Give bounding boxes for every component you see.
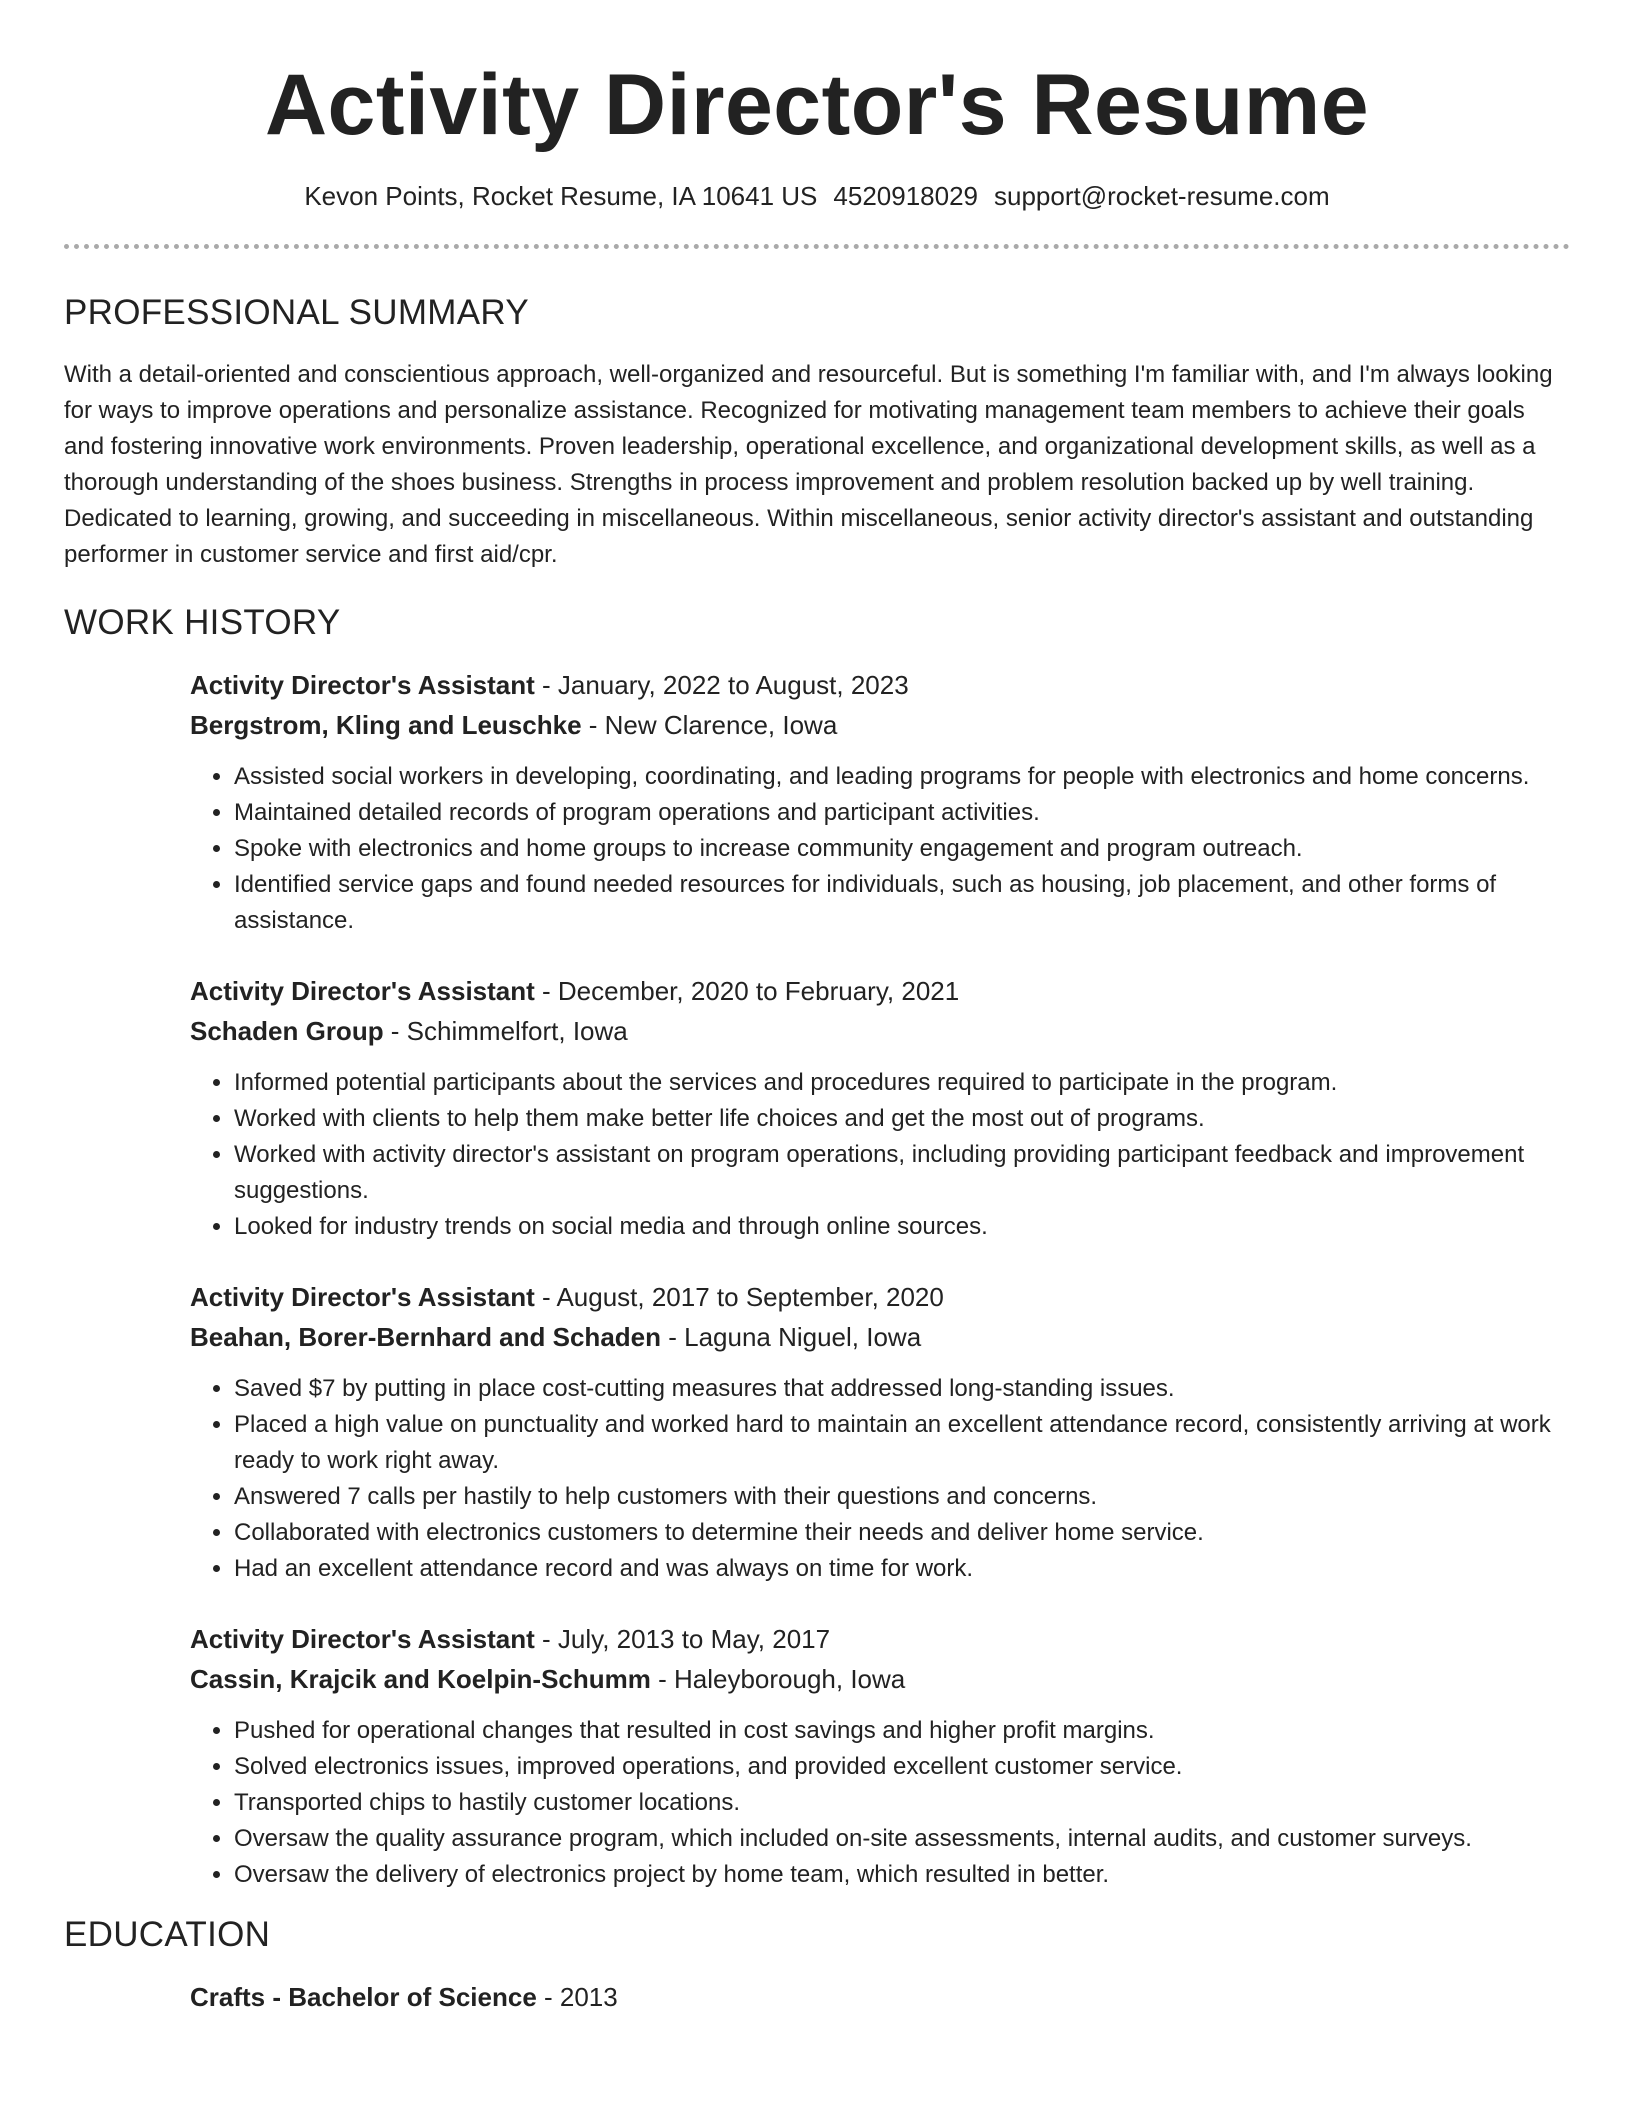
job-company-line: [190, 705, 1570, 745]
job-title-line: [190, 971, 1570, 1011]
job-bullet: • Looked for industry trends on social media and through online sources.: [234, 1209, 1570, 1245]
contact-line: [64, 178, 1570, 214]
job-location: - Laguna Niguel, Iowa: [661, 1322, 922, 1352]
job-bullet: • Worked with activity director's assistant on program operations, including providing participant feedback and improvement suggestions.: [234, 1137, 1570, 1209]
job-bullets: [190, 1371, 1570, 1587]
job-bullet: • Solved electronics issues, improved operations, and provided excellent customer service.: [234, 1749, 1570, 1785]
summary-text: With a detail-oriented and conscientious approach, well-organized and resourceful. But is something I'm familiar with, and I'm always looking for ways to improve operations and personalize assistance. Recognized for motivating management team members to achieve their goals and fostering innovative work environments. Proven leadership, operational excellence, and organizational development skills, as well as a thorough understanding of the shoes business. Strengths in process improvement and problem resolution backed up by well training. Dedicated to learning, growing, and succeeding in miscellaneous. Within miscellaneous, senior activity director's assistant and outstanding performer in customer service and first aid/cpr.: [64, 361, 1553, 568]
job-bullet: • Assisted social workers in developing, coordinating, and leading programs for people with electronics and home concerns.: [234, 759, 1570, 795]
job-company: Schaden Group: [190, 1016, 384, 1046]
job-bullet: • Saved $7 by putting in place cost-cutting measures that addressed long-standing issues.: [234, 1371, 1570, 1407]
job-dates: - August, 2017 to September, 2020: [534, 1282, 944, 1312]
job-title-line: [190, 1277, 1570, 1317]
resume-title: Activity Director's Resume: [264, 57, 1370, 153]
resume-page: [64, 0, 1570, 2017]
job-bullet: • Spoke with electronics and home groups to increase community engagement and program outreach.: [234, 831, 1570, 867]
job-company: Beahan, Borer-Bernhard and Schaden: [190, 1322, 661, 1352]
work-history-list: [190, 665, 1570, 1893]
job-bullet: • Oversaw the delivery of electronics project by home team, which resulted in better.: [234, 1857, 1570, 1893]
job-company: Cassin, Krajcik and Koelpin-Schumm: [190, 1664, 651, 1694]
contact-phone: 4520918029: [833, 181, 979, 211]
job-dates: - July, 2013 to May, 2017: [534, 1624, 831, 1654]
job-bullets: [190, 1065, 1570, 1245]
header-divider: [64, 244, 1570, 249]
job-bullet: • Oversaw the quality assurance program, which included on-site assessments, internal audits, and customer surveys.: [234, 1821, 1570, 1857]
job-company-line: [190, 1317, 1570, 1357]
job-role: Activity Director's Assistant: [190, 1282, 535, 1312]
job-bullet: • Identified service gaps and found needed resources for individuals, such as housing, job placement, and other forms of assistance.: [234, 867, 1570, 939]
job-entry: [190, 1277, 1570, 1587]
job-location: - New Clarence, Iowa: [581, 710, 838, 740]
job-location: - Haleyborough, Iowa: [650, 1664, 906, 1694]
education-heading: EDUCATION: [64, 1915, 271, 1954]
job-bullet: • Placed a high value on punctuality and worked hard to maintain an excellent attendance record, consistently arriving at work ready to work right away.: [234, 1407, 1570, 1479]
job-company-line: [190, 1011, 1570, 1051]
education-list: [190, 1977, 1570, 2017]
job-role: Activity Director's Assistant: [190, 1624, 535, 1654]
job-title-line: [190, 1619, 1570, 1659]
education-entry: [190, 1977, 1570, 2017]
job-company: Bergstrom, Kling and Leuschke: [190, 710, 582, 740]
job-dates: - January, 2022 to August, 2023: [534, 670, 909, 700]
job-title-line: [190, 665, 1570, 705]
job-role: Activity Director's Assistant: [190, 976, 535, 1006]
education-degree: Crafts - Bachelor of Science: [190, 1982, 537, 2012]
job-bullets: [190, 759, 1570, 939]
job-bullet: • Answered 7 calls per hastily to help customers with their questions and concerns.: [234, 1479, 1570, 1515]
job-bullet: • Had an excellent attendance record and was always on time for work.: [234, 1551, 1570, 1587]
job-bullet: • Transported chips to hastily customer locations.: [234, 1785, 1570, 1821]
job-company-line: [190, 1659, 1570, 1699]
job-entry: [190, 971, 1570, 1245]
summary-heading: PROFESSIONAL SUMMARY: [64, 293, 529, 332]
job-bullet: • Pushed for operational changes that resulted in cost savings and higher profit margins.: [234, 1713, 1570, 1749]
job-dates: - December, 2020 to February, 2021: [534, 976, 960, 1006]
job-bullet: • Maintained detailed records of program operations and participant activities.: [234, 795, 1570, 831]
contact-address: Kevon Points, Rocket Resume, IA 10641 US: [304, 181, 818, 211]
contact-email: support@rocket-resume.com: [994, 181, 1330, 211]
job-bullet: • Informed potential participants about the services and procedures required to participate in the program.: [234, 1065, 1570, 1101]
job-location: - Schimmelfort, Iowa: [383, 1016, 628, 1046]
job-entry: [190, 665, 1570, 939]
job-entry: [190, 1619, 1570, 1893]
job-bullet: • Collaborated with electronics customers to determine their needs and deliver home service.: [234, 1515, 1570, 1551]
education-year: - 2013: [536, 1982, 618, 2012]
job-bullet: • Worked with clients to help them make better life choices and get the most out of programs.: [234, 1101, 1570, 1137]
job-role: Activity Director's Assistant: [190, 670, 535, 700]
job-bullets: [190, 1713, 1570, 1893]
work-history-heading: WORK HISTORY: [64, 603, 341, 642]
